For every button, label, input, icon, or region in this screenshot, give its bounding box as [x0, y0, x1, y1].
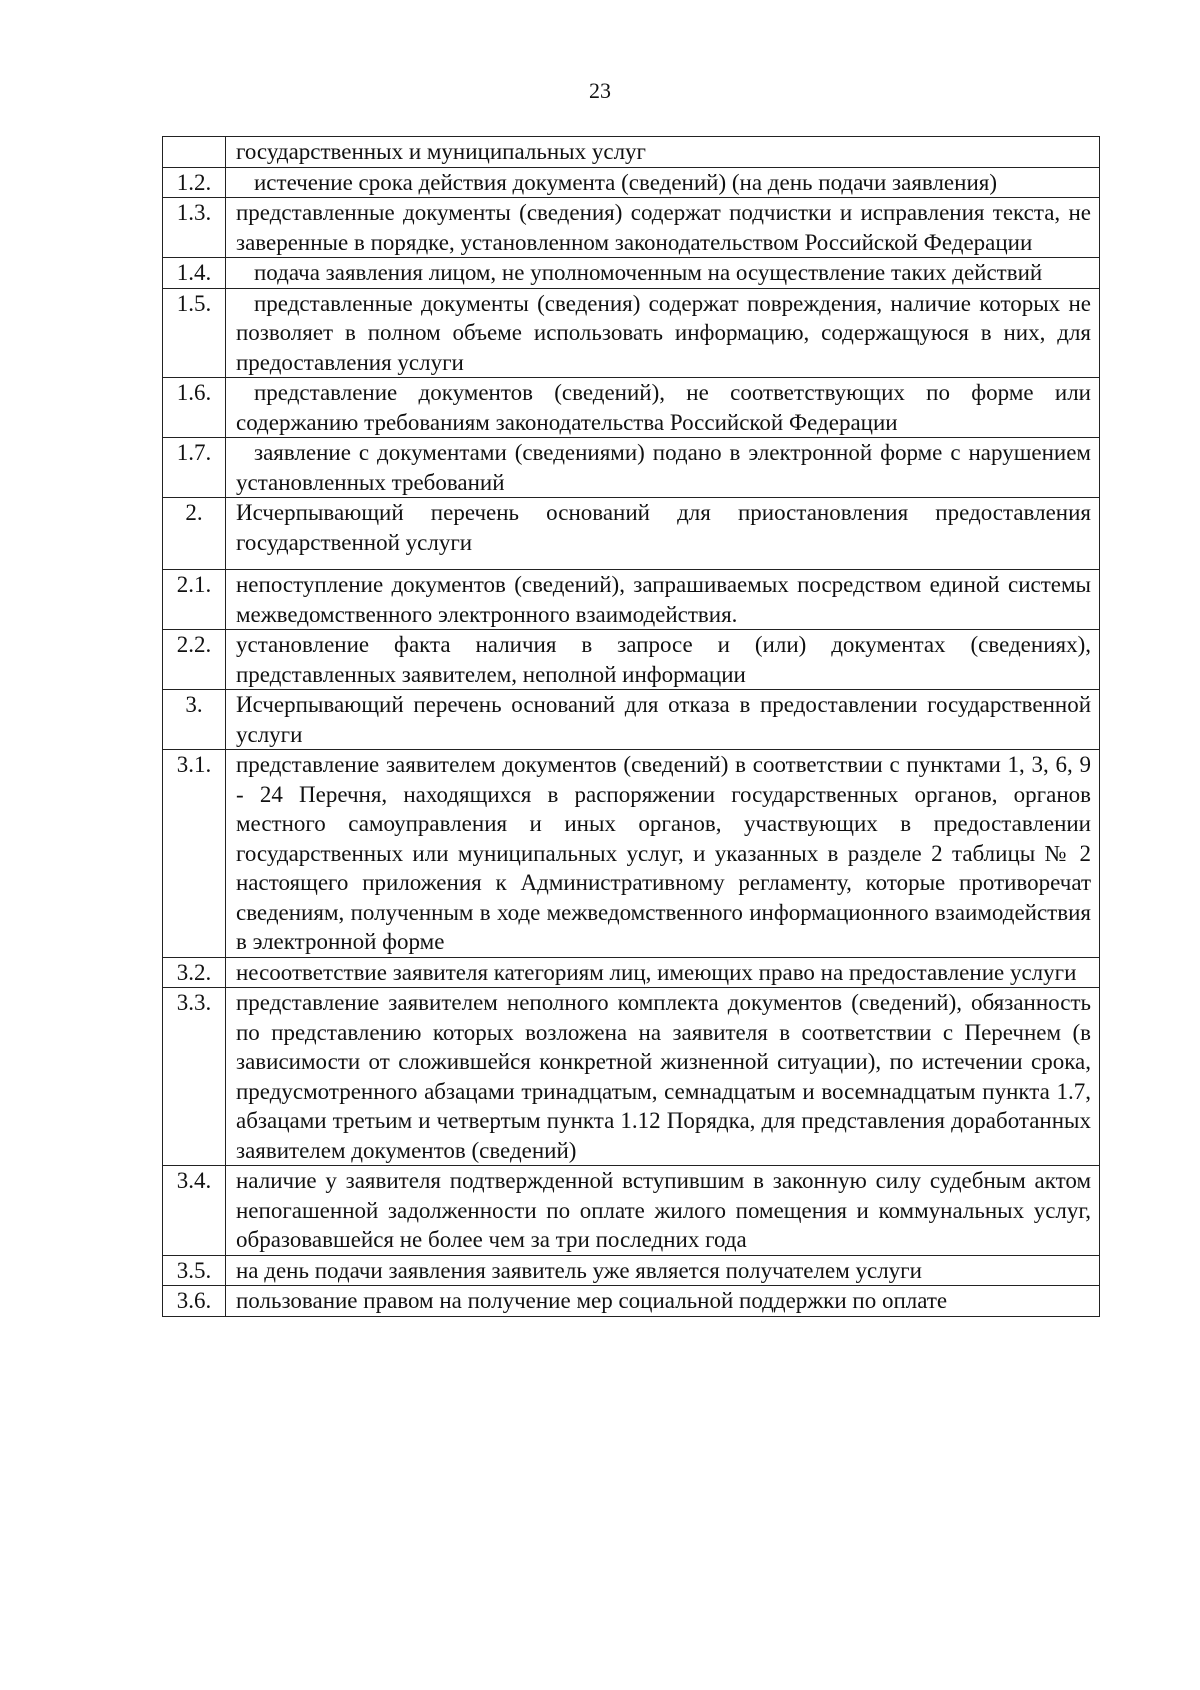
row-text: на день подачи заявления заявитель уже является получателем услуги	[226, 1255, 1100, 1286]
table-row	[163, 198, 1100, 258]
table-row	[163, 438, 1100, 498]
table-row	[163, 690, 1100, 750]
row-number: 2.1.	[163, 570, 226, 630]
grounds-table	[162, 136, 1100, 1317]
row-text: наличие у заявителя подтвержденной вступившим в законную силу судебным актом непогашенной задолженности по оплате жилого помещения и коммунальных услуг, образовавшейся не более чем за три последних года	[226, 1166, 1100, 1256]
table-row	[163, 137, 1100, 168]
row-number: 2.2.	[163, 630, 226, 690]
row-text: Исчерпывающий перечень оснований для приостановления предоставления государственной услуги	[226, 498, 1100, 570]
row-number: 3.6.	[163, 1286, 226, 1317]
row-text: представленные документы (сведения) содержат подчистки и исправления текста, не заверенные в порядке, установленном законодательством Российской Федерации	[226, 198, 1100, 258]
table-row	[163, 498, 1100, 570]
table-row	[163, 630, 1100, 690]
row-text: несоответствие заявителя категориям лиц, имеющих право на предоставление услуги	[226, 957, 1100, 988]
page-number: 23	[589, 78, 611, 103]
row-number: 3.1.	[163, 750, 226, 958]
row-number: 1.6.	[163, 378, 226, 438]
row-text: установление факта наличия в запросе и (или) документах (сведениях), представленных заявителем, неполной информации	[226, 630, 1100, 690]
table-row	[163, 570, 1100, 630]
table-row	[163, 957, 1100, 988]
row-number: 3.4.	[163, 1166, 226, 1256]
row-text: истечение срока действия документа (сведений) (на день подачи заявления)	[226, 167, 1100, 198]
row-number: 2.	[163, 498, 226, 570]
row-number: 1.7.	[163, 438, 226, 498]
row-text: заявление с документами (сведениями) подано в электронной форме с нарушением установленных требований	[226, 438, 1100, 498]
row-text: представление документов (сведений), не соответствующих по форме или содержанию требованиям законодательства Российской Федерации	[226, 378, 1100, 438]
table-body	[163, 137, 1100, 1317]
table-row	[163, 378, 1100, 438]
row-text: непоступление документов (сведений), запрашиваемых посредством единой системы межведомственного электронного взаимодействия.	[226, 570, 1100, 630]
row-text: подача заявления лицом, не уполномоченным на осуществление таких действий	[226, 258, 1100, 289]
row-number: 1.3.	[163, 198, 226, 258]
row-number: 3.5.	[163, 1255, 226, 1286]
row-text: представление заявителем неполного комплекта документов (сведений), обязанность по представлению которых возложена на заявителя в соответствии с Перечнем (в зависимости от сложившейся конкретной жизненной ситуации), по истечении срока, предусмотренного абзацами тринадцатым, семнадцатым и восемнадцатым пункта 1.7, абзацами третьим и четвертым пункта 1.12 Порядка, для представления доработанных заявителем документов (сведений)	[226, 988, 1100, 1166]
table-row	[163, 258, 1100, 289]
row-number: 1.4.	[163, 258, 226, 289]
table-row	[163, 1286, 1100, 1317]
row-text: представление заявителем документов (сведений) в соответствии с пунктами 1, 3, 6, 9 - 24 Перечня, находящихся в распоряжении государственных органов, органов местного самоуправления и иных органов, участвующих в предоставлении государственных или муниципальных услуг, и указанных в разделе 2 таблицы № 2 настоящего приложения к Административному регламенту, которые противоречат сведениям, полученным в ходе межведомственного информационного взаимодействия в электронной форме	[226, 750, 1100, 958]
row-text: пользование правом на получение мер социальной поддержки по оплате	[226, 1286, 1100, 1317]
row-number: 1.5.	[163, 288, 226, 378]
table-row	[163, 1166, 1100, 1256]
row-number: 3.2.	[163, 957, 226, 988]
table-row	[163, 988, 1100, 1166]
row-number: 3.3.	[163, 988, 226, 1166]
table-row	[163, 167, 1100, 198]
row-number: 3.	[163, 690, 226, 750]
row-text: представленные документы (сведения) содержат повреждения, наличие которых не позволяет в полном объеме использовать информацию, содержащуюся в них, для предоставления услуги	[226, 288, 1100, 378]
row-number	[163, 137, 226, 168]
row-text: Исчерпывающий перечень оснований для отказа в предоставлении государственной услуги	[226, 690, 1100, 750]
row-text: государственных и муниципальных услуг	[226, 137, 1100, 168]
table-row	[163, 288, 1100, 378]
table-row	[163, 750, 1100, 958]
table-row	[163, 1255, 1100, 1286]
row-number: 1.2.	[163, 167, 226, 198]
